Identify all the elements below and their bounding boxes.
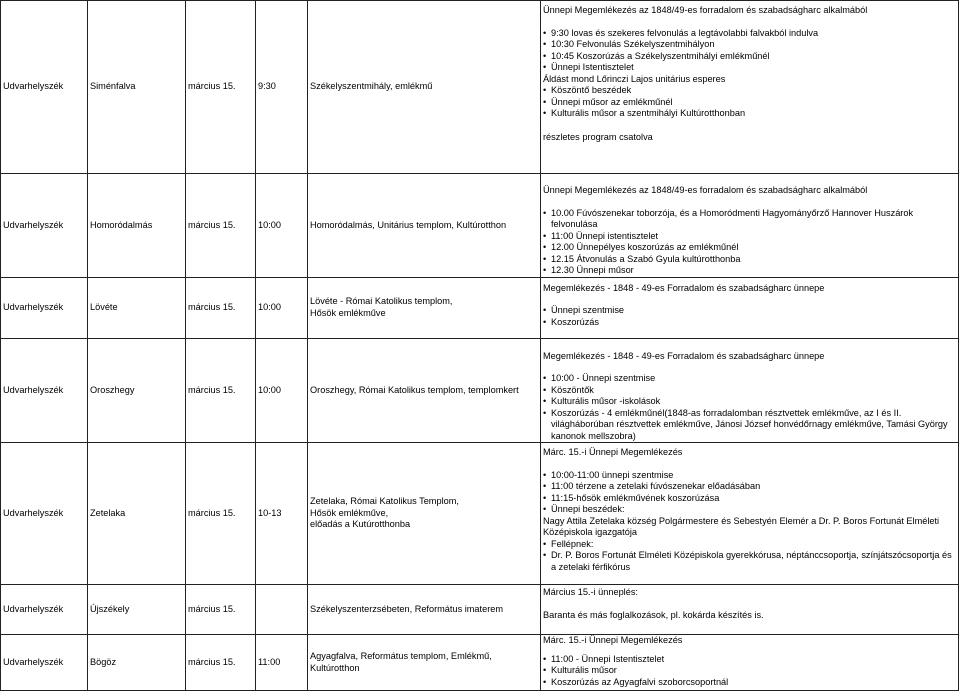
list-item: • 10:45 Koszorúzás a Székelyszentmihályi emlékműnél (543, 51, 956, 63)
program-title: Márc. 15.-i Ünnepi Megemlékezés (543, 447, 683, 457)
program-list (543, 208, 956, 277)
table-row (1, 585, 959, 635)
venue-cell: Agyagfalva, Református templom, Emlékmű, Kultúrotthon (308, 635, 541, 691)
table-row (1, 338, 959, 443)
list-item: • Ünnepi Istentisztelet (543, 62, 956, 74)
list-item: • 11:15-hősök emlékművének koszorúzása (543, 493, 956, 505)
place-cell: Lövéte (88, 277, 186, 338)
time-cell: 11:00 (256, 635, 308, 691)
time-cell: 9:30 (256, 1, 308, 174)
program-title: Március 15.-i ünneplés: (543, 587, 638, 597)
program-list (543, 305, 956, 328)
date-cell: március 15. (186, 1, 256, 174)
table-row (1, 635, 959, 691)
region-cell: Udvarhelyszék (1, 1, 88, 174)
table-row (1, 174, 959, 278)
program-cell (541, 338, 959, 443)
list-item: • Fellépnek: (543, 539, 956, 551)
program-note: Nagy Attila Zetelaka község Polgármestere és Sebestyén Elemér a Dr. P. Boros Fortunát Elméleti Középiskola igazgatója (543, 515, 940, 537)
venue-cell: Oroszhegy, Római Katolikus templom, templomkert (308, 338, 541, 443)
list-item: • Ünnepi beszédek: (543, 504, 956, 516)
table-row (1, 1, 959, 174)
list-item: • Kulturális műsor -iskolások (543, 396, 956, 408)
program-title: Megemlékezés - 1848 - 49-es Forradalom és szabadságharc ünnepe (543, 350, 825, 361)
program-title: Márc. 15.-i Ünnepi Megemlékezés (543, 635, 683, 645)
program-list (543, 470, 956, 574)
program-after-note: részletes program csatolva (543, 131, 653, 142)
table-row (1, 443, 959, 585)
list-item: • 10:00-11:00 ünnepi szentmise (543, 470, 956, 482)
list-item: • 11:00 Ünnepi istentisztelet (543, 231, 956, 243)
time-cell: 10:00 (256, 338, 308, 443)
date-cell: március 15. (186, 174, 256, 278)
venue-cell: Székelyszentmihály, emlékmű (308, 1, 541, 174)
program-cell (541, 1, 959, 174)
time-cell: 10:00 (256, 174, 308, 278)
region-cell: Udvarhelyszék (1, 174, 88, 278)
venue-line: Lövéte - Római Katolikus templom, (310, 296, 453, 306)
place-cell: Oroszhegy (88, 338, 186, 443)
program-list (543, 654, 956, 689)
list-item: • Koszorúzás (543, 317, 956, 329)
date-cell: március 15. (186, 277, 256, 338)
region-cell: Udvarhelyszék (1, 585, 88, 635)
program-after-note: Baranta és más foglalkozások, pl. kokárda készítés is. (543, 609, 764, 620)
place-cell: Homoródalmás (88, 174, 186, 278)
list-item: • 10.00 Fúvószenekar toborzója, és a Homoródmenti Hagyományőrző Hannover Huszárok felvonulása (543, 208, 956, 231)
program-cell (541, 174, 959, 278)
program-cell (541, 585, 959, 635)
venue-cell (308, 277, 541, 338)
list-item: • Kulturális műsor a szentmihályi Kultúrotthonban (543, 108, 956, 120)
list-item: • 10:30 Felvonulás Székelyszentmihályon (543, 39, 956, 51)
list-item: • Ünnepi műsor az emlékműnél (543, 97, 956, 109)
venue-line: Zetelaka, Római Katolikus Templom, (310, 496, 459, 507)
list-item: • 12.30 Ünnepi műsor (543, 265, 956, 277)
list-item: • 10:00 - Ünnepi szentmise (543, 373, 956, 385)
list-item: • Kulturális műsor (543, 665, 956, 677)
list-item: • Koszorúzás - 4 emlékműnél(1848-as forradalomban résztvettek emlékműve, az I és II. világháborúban résztvettek emlékműve, Jánosi József honvédőrnagy emlékműve, Tamási György kanonok mellszobra) (543, 408, 956, 443)
place-cell: Siménfalva (88, 1, 186, 174)
table-row (1, 277, 959, 338)
list-item: • 9:30 lovas és szekeres felvonulás a legtávolabbi falvakból indulva (543, 28, 956, 40)
time-cell (256, 585, 308, 635)
date-cell: március 15. (186, 585, 256, 635)
date-cell: március 15. (186, 338, 256, 443)
program-cell (541, 277, 959, 338)
venue-line: előadás a Kutúrotthonba (310, 519, 411, 530)
region-cell: Udvarhelyszék (1, 277, 88, 338)
time-cell: 10:00 (256, 277, 308, 338)
venue-line: Hősök emlékműve, (310, 507, 389, 518)
place-cell: Újszékely (88, 585, 186, 635)
list-item: • 11:00 térzene a zetelaki fúvószenekar előadásában (543, 481, 956, 493)
time-cell: 10-13 (256, 443, 308, 585)
date-cell: március 15. (186, 443, 256, 585)
program-list (543, 28, 956, 120)
list-item: • 12.15 Átvonulás a Szabó Gyula kultúrotthonba (543, 254, 956, 266)
program-title: Ünnepi Megemlékezés az 1848/49-es forradalom és szabadságharc alkalmából (543, 5, 868, 15)
venue-cell: Székelyszenterzsébeten, Református imaterem (308, 585, 541, 635)
program-cell (541, 443, 959, 585)
list-item: • Dr. P. Boros Fortunát Elméleti Középiskola gyerekkórusa, néptánccsoportja, színjátszócsoportja és a zetelaki férfikórus (543, 550, 956, 573)
venue-line: Hősök emlékműve (310, 307, 386, 318)
program-note: Áldást mond Lőrinczi Lajos unitárius esperes (543, 73, 726, 84)
program-cell (541, 635, 959, 691)
list-item: • Ünnepi szentmise (543, 305, 956, 317)
program-title: Megemlékezés - 1848 - 49-es Forradalom és szabadságharc ünnepe (543, 282, 825, 293)
list-item: • Köszöntő beszédek (543, 85, 956, 97)
place-cell: Bögöz (88, 635, 186, 691)
place-cell: Zetelaka (88, 443, 186, 585)
list-item: • Köszöntők (543, 385, 956, 397)
program-title: Ünnepi Megemlékezés az 1848/49-es forradalom és szabadságharc alkalmából (543, 185, 868, 195)
venue-cell: Homoródalmás, Unitárius templom, Kultúrotthon (308, 174, 541, 278)
list-item: • 12.00 Ünnepélyes koszorúzás az emlékműnél (543, 242, 956, 254)
list-item: • 11:00 - Ünnepi Istentisztelet (543, 654, 956, 666)
region-cell: Udvarhelyszék (1, 443, 88, 585)
date-cell: március 15. (186, 635, 256, 691)
list-item: • Koszorúzás az Agyagfalvi szoborcsoportnál (543, 677, 956, 689)
venue-cell (308, 443, 541, 585)
program-list (543, 373, 956, 442)
region-cell: Udvarhelyszék (1, 635, 88, 691)
region-cell: Udvarhelyszék (1, 338, 88, 443)
